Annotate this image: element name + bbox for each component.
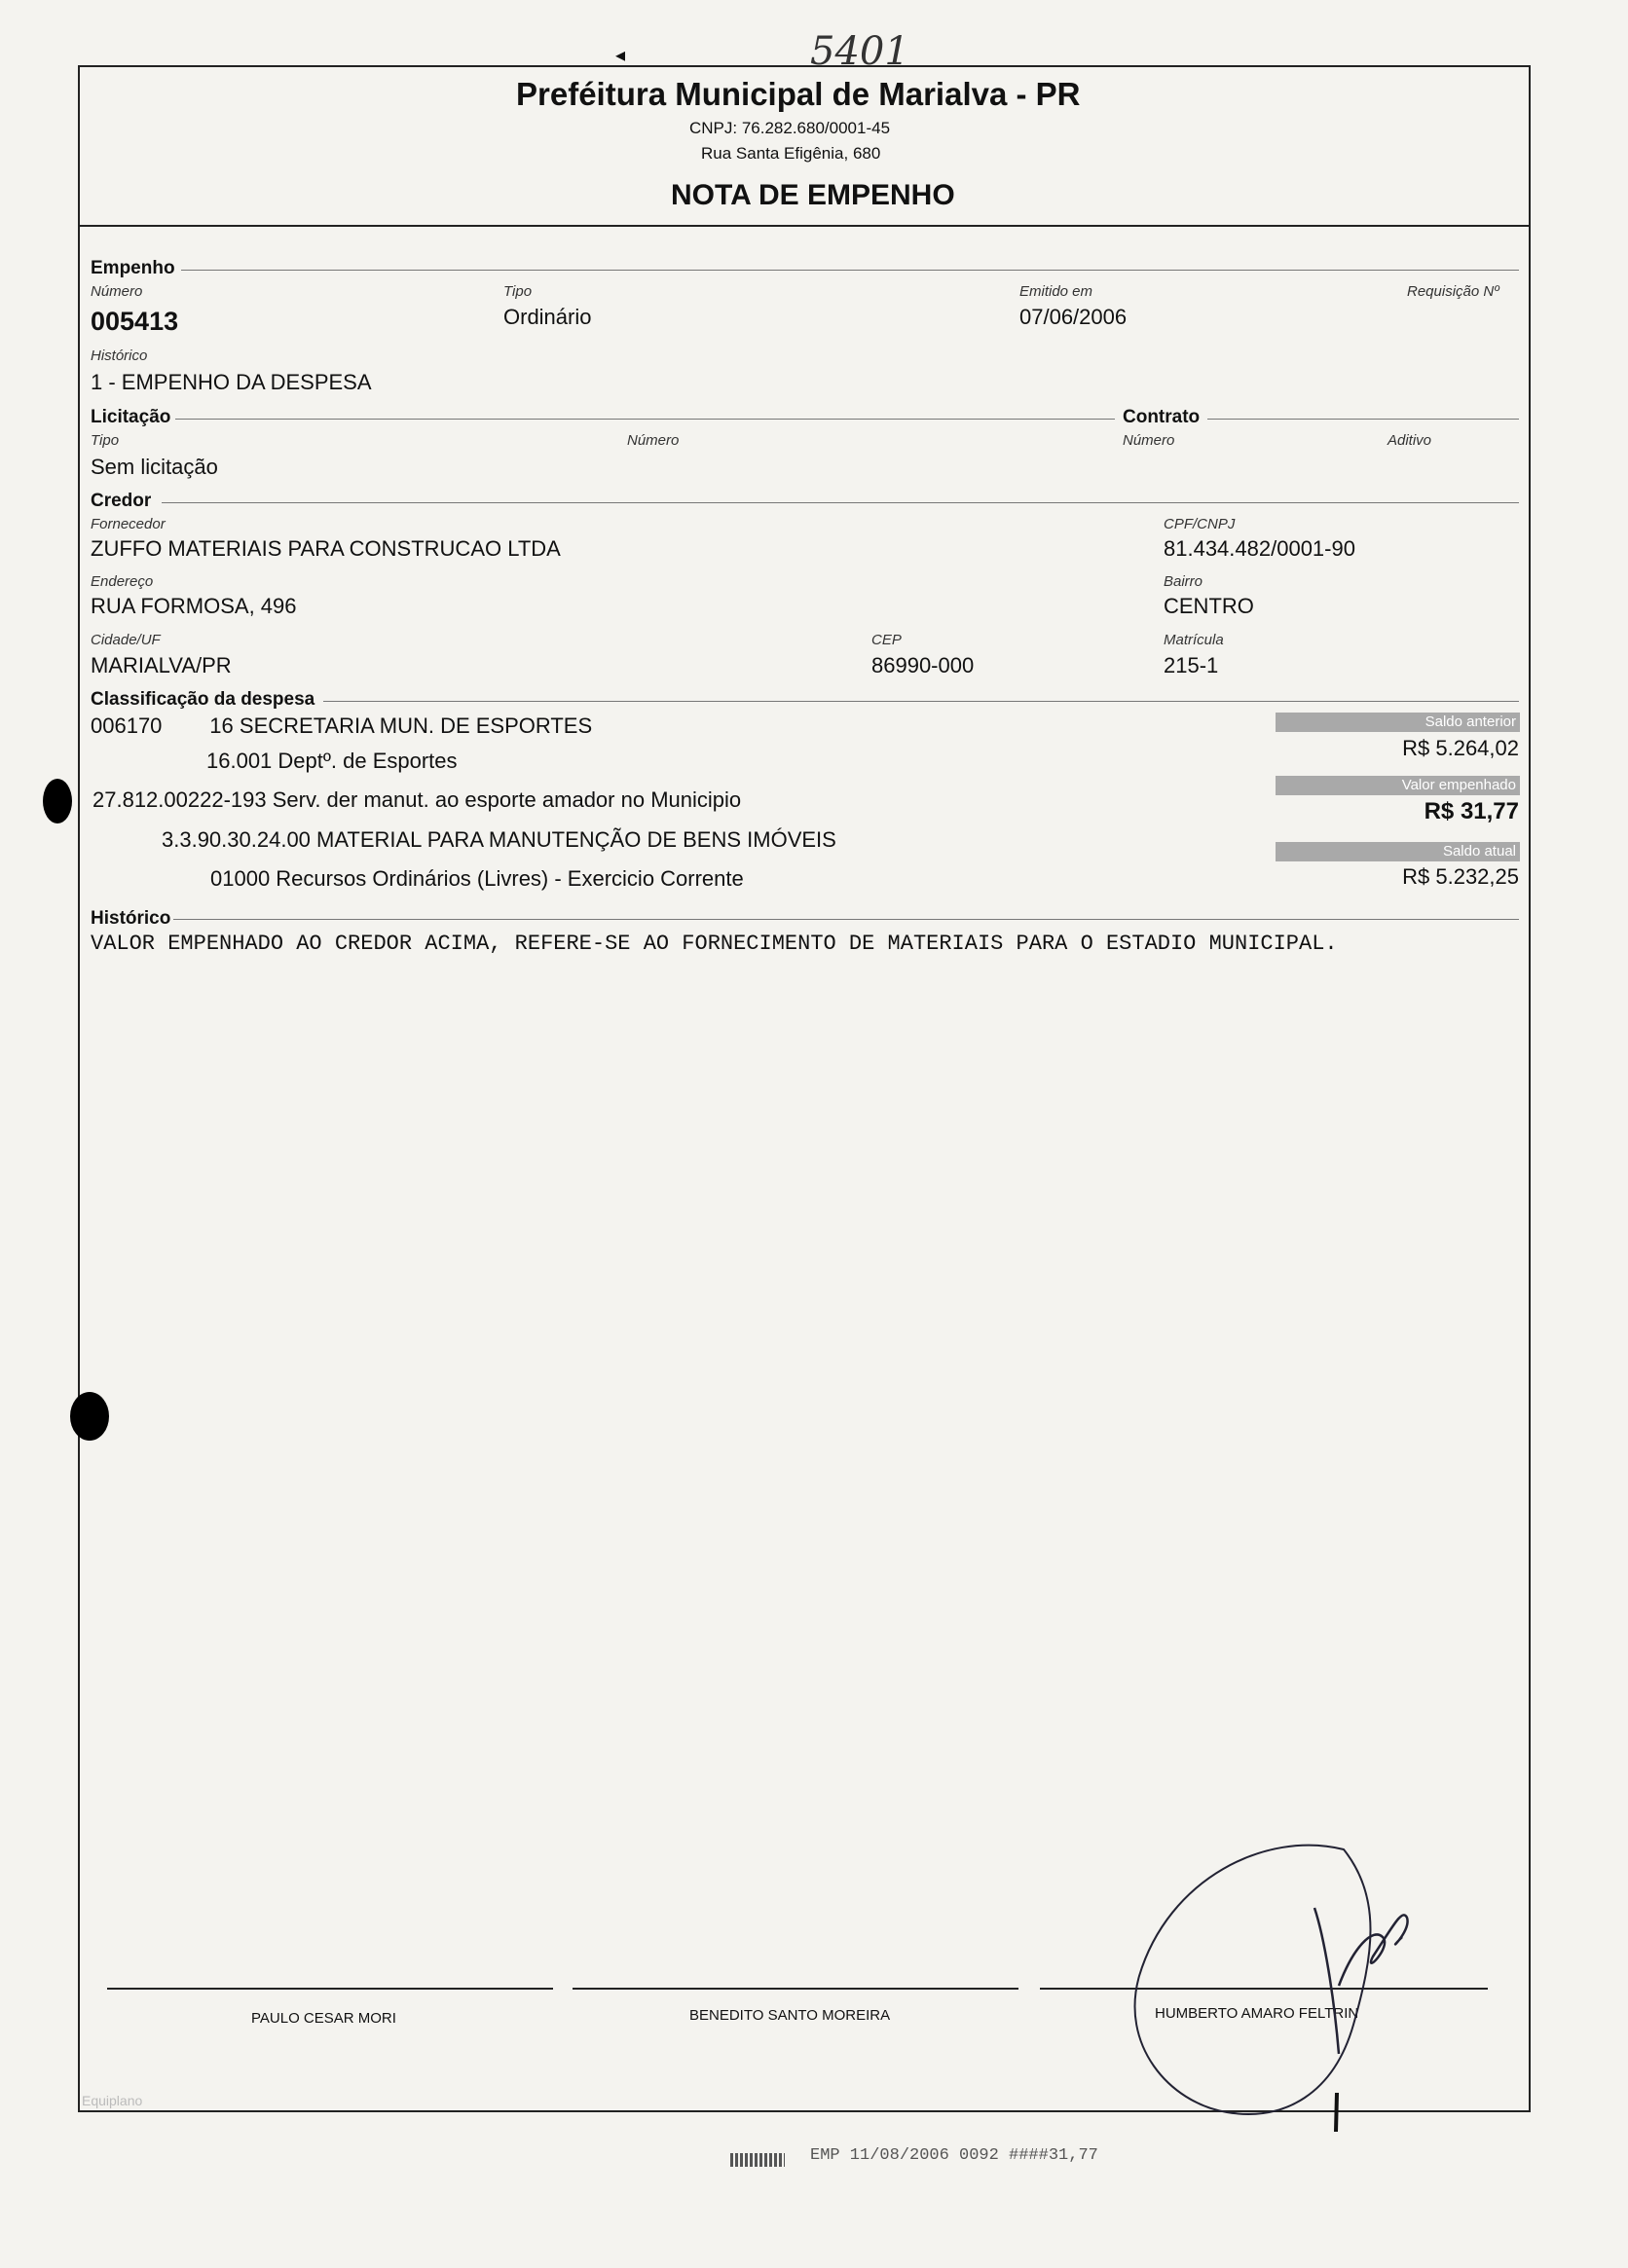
valor-empenhado-label: Valor empenhado — [1276, 776, 1520, 795]
endereco-label: Endereço — [91, 573, 154, 590]
section-classificacao: Classificação da despesa — [91, 689, 315, 710]
saldo-atual-label: Saldo atual — [1276, 842, 1520, 861]
cidade-value: MARIALVA/PR — [91, 653, 232, 677]
footer-watermark: Equiplano — [82, 2093, 143, 2108]
classificacao-line-5: 01000 Recursos Ordinários (Livres) - Exercicio Corrente — [210, 866, 744, 891]
signature-name-2: BENEDITO SANTO MOREIRA — [689, 2007, 891, 2024]
section-historico: Histórico — [91, 908, 171, 929]
section-licitacao: Licitação — [91, 407, 171, 427]
cidade-label: Cidade/UF — [91, 632, 161, 648]
classificacao-line-3: 27.812.00222-193 Serv. der manut. ao esporte amador no Municipio — [92, 787, 742, 812]
classificacao-line-1: 006170 16 SECRETARIA MUN. DE ESPORTES — [91, 713, 593, 738]
arrow-mark-icon: ◂ — [615, 45, 626, 66]
licitacao-numero-label: Número — [627, 432, 680, 449]
section-credor: Credor — [91, 491, 152, 511]
cep-label: CEP — [871, 632, 902, 648]
empenho-historico: 1 - EMPENHO DA DESPESA — [91, 370, 372, 394]
emitido-label: Emitido em — [1019, 283, 1093, 300]
classificacao-line-4: 3.3.90.30.24.00 MATERIAL PARA MANUTENÇÃO DE BENS IMÓVEIS — [162, 827, 836, 852]
valor-empenhado-value: R$ 31,77 — [1424, 798, 1519, 824]
document-title: NOTA DE EMPENHO — [671, 179, 955, 211]
section-empenho: Empenho — [91, 258, 175, 278]
handwritten-note: 5401 — [810, 29, 909, 74]
tipo-label: Tipo — [503, 283, 533, 300]
historico-text: VALOR EMPENHADO AO CREDOR ACIMA, REFERE-SE AO FORNECIMENTO DE MATERIAIS PARA O ESTADIO MUNICIPAL. — [91, 932, 1338, 956]
requisicao-label: Requisição Nº — [1407, 283, 1499, 300]
fornecedor-name: ZUFFO MATERIAIS PARA CONSTRUCAO LTDA — [91, 536, 561, 561]
cpf-label: CPF/CNPJ — [1164, 516, 1236, 532]
contrato-aditivo-label: Aditivo — [1388, 432, 1432, 449]
cep-value: 86990-000 — [871, 653, 975, 677]
footer-stamp: EMP 11/08/2006 0092 ####31,77 — [810, 2146, 1098, 2165]
saldo-atual-value: R$ 5.232,25 — [1402, 864, 1519, 889]
cpf-value: 81.434.482/0001-90 — [1164, 536, 1355, 561]
saldo-anterior-label: Saldo anterior — [1276, 713, 1520, 732]
licitacao-tipo-label: Tipo — [91, 432, 120, 449]
fornecedor-label: Fornecedor — [91, 516, 166, 532]
institution-cnpj: CNPJ: 76.282.680/0001-45 — [689, 119, 891, 137]
endereco-value: RUA FORMOSA, 496 — [91, 594, 297, 618]
empenho-number: 005413 — [91, 307, 179, 336]
historico-label: Histórico — [91, 348, 148, 364]
classificacao-line-2: 16.001 Deptº. de Esportes — [206, 749, 458, 773]
matricula-value: 215-1 — [1164, 653, 1219, 677]
institution-address: Rua Santa Efigênia, 680 — [701, 144, 881, 163]
empenho-tipo: Ordinário — [503, 305, 592, 329]
matricula-label: Matrícula — [1164, 632, 1224, 648]
licitacao-tipo: Sem licitação — [91, 455, 218, 479]
numero-label: Número — [91, 283, 143, 300]
emitido-date: 07/06/2006 — [1019, 305, 1128, 329]
institution-title: Preféitura Municipal de Marialva - PR — [516, 76, 1081, 112]
saldo-anterior-value: R$ 5.264,02 — [1402, 736, 1519, 760]
footer-barcode — [730, 2153, 785, 2167]
section-contrato: Contrato — [1123, 407, 1201, 427]
signature-name-3: HUMBERTO AMARO FELTRIN — [1155, 2005, 1359, 2022]
bairro-label: Bairro — [1164, 573, 1203, 590]
contrato-numero-label: Número — [1123, 432, 1175, 449]
bairro-value: CENTRO — [1164, 594, 1254, 618]
signature-name-1: PAULO CESAR MORI — [251, 2010, 396, 2027]
